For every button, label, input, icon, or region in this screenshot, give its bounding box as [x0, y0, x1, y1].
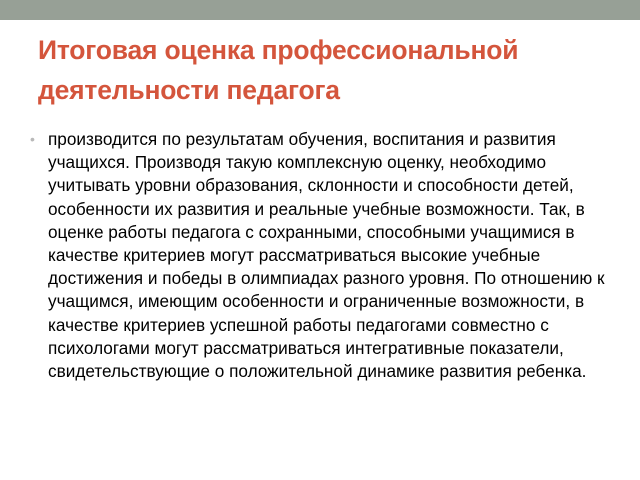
bullet-text: производится по результатам обучения, воспитания и развития учащихся. Производя такую комплексную оценку, необходимо учитывать уровни образования, склонности и способности детей, особенности их развития и реальные учебные возможности. Так, в оценке работы педагога с сохранными, способными учащимися в качестве критериев могут рассматриваться высокие учебные достижения и победы в олимпиадах разного уровня. По отношению к учащимся, имеющим особенности и ограниченные возможности, в качестве критериев успешной работы педагогами совместно с психологами могут рассматриваться интегративные показатели, свидетельствующие о положительной динамике развития ребенка. — [48, 129, 605, 382]
slide-top-bar — [0, 0, 640, 20]
bullet-list — [30, 128, 610, 383]
slide-title: Итоговая оценка профессиональной деятельности педагога — [38, 35, 519, 105]
bullet-marker-icon: • — [30, 131, 35, 147]
bullet-item — [30, 128, 610, 383]
